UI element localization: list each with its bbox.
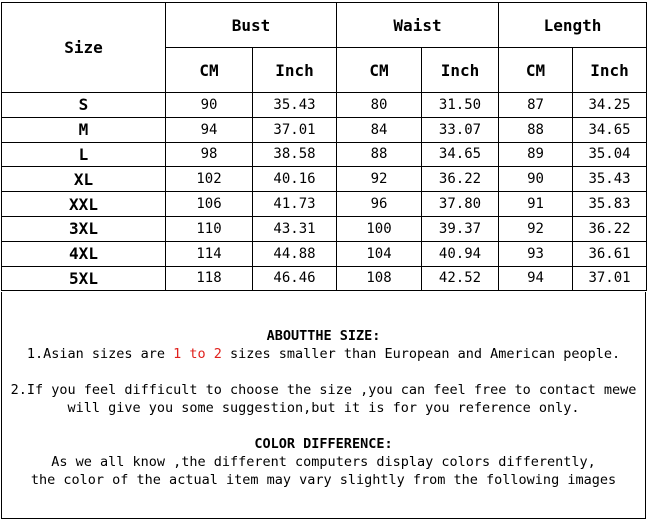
- table-cell: 110: [166, 216, 253, 241]
- table-cell: 84: [337, 117, 422, 142]
- about-size-title: ABOUTTHE SIZE:: [266, 328, 381, 344]
- table-cell: 31.50: [422, 93, 499, 118]
- table-cell: 100: [337, 216, 422, 241]
- table-cell: 88: [337, 142, 422, 167]
- size-label: M: [2, 117, 166, 142]
- table-cell: 108: [337, 266, 422, 291]
- table-cell: 39.37: [422, 216, 499, 241]
- bust-header: Bust: [166, 3, 337, 48]
- table-cell: 35.04: [573, 142, 647, 167]
- table-cell: 40.94: [422, 241, 499, 266]
- table-cell: 44.88: [253, 241, 337, 266]
- table-row: [2, 167, 647, 192]
- table-cell: 87: [499, 93, 573, 118]
- table-cell: 94: [166, 117, 253, 142]
- table-cell: 38.58: [253, 142, 337, 167]
- table-cell: 34.25: [573, 93, 647, 118]
- table-cell: 91: [499, 192, 573, 217]
- table-row: [2, 216, 647, 241]
- unit-header: Inch: [573, 48, 647, 93]
- unit-header: Inch: [253, 48, 337, 93]
- table-row: [2, 142, 647, 167]
- unit-header: CM: [499, 48, 573, 93]
- table-cell: 90: [166, 93, 253, 118]
- table-cell: 88: [499, 117, 573, 142]
- size-label: S: [2, 93, 166, 118]
- table-cell: 36.22: [422, 167, 499, 192]
- table-cell: 102: [166, 167, 253, 192]
- table-row: [2, 117, 647, 142]
- size-notes-panel: [1, 292, 646, 519]
- table-cell: 46.46: [253, 266, 337, 291]
- table-cell: 34.65: [573, 117, 647, 142]
- table-cell: 34.65: [422, 142, 499, 167]
- table-cell: 90: [499, 167, 573, 192]
- table-cell: 36.22: [573, 216, 647, 241]
- table-cell: 106: [166, 192, 253, 217]
- table-cell: 35.83: [573, 192, 647, 217]
- table-cell: 40.16: [253, 167, 337, 192]
- table-row: [2, 266, 647, 291]
- table-cell: 92: [499, 216, 573, 241]
- highlight-text: 1 to 2: [173, 346, 222, 362]
- table-cell: 118: [166, 266, 253, 291]
- table-cell: 94: [499, 266, 573, 291]
- table-cell: 92: [337, 167, 422, 192]
- table-cell: 98: [166, 142, 253, 167]
- table-cell: 37.01: [573, 266, 647, 291]
- size-label: 3XL: [2, 216, 166, 241]
- waist-header: Waist: [337, 3, 499, 48]
- unit-header: CM: [166, 48, 253, 93]
- size-label: XXL: [2, 192, 166, 217]
- table-cell: 37.80: [422, 192, 499, 217]
- size-label: 4XL: [2, 241, 166, 266]
- note-line-1: 1.Asian sizes are 1 to 2 sizes smaller than European and American people.: [26, 346, 621, 362]
- table-row: [2, 192, 647, 217]
- size-label: XL: [2, 167, 166, 192]
- table-cell: 41.73: [253, 192, 337, 217]
- size-chart-table: [1, 2, 647, 291]
- table-cell: 93: [499, 241, 573, 266]
- table-cell: 114: [166, 241, 253, 266]
- table-cell: 33.07: [422, 117, 499, 142]
- color-difference-title: COLOR DIFFERENCE:: [254, 436, 393, 452]
- table-cell: 104: [337, 241, 422, 266]
- table-row: [2, 241, 647, 266]
- table-cell: 80: [337, 93, 422, 118]
- size-label: L: [2, 142, 166, 167]
- note-line-2: 2.If you feel difficult to choose the size ,you can feel free to contact mewe: [10, 382, 637, 398]
- table-cell: 89: [499, 142, 573, 167]
- table-cell: 35.43: [573, 167, 647, 192]
- length-header: Length: [499, 3, 647, 48]
- table-cell: 36.61: [573, 241, 647, 266]
- table-cell: 42.52: [422, 266, 499, 291]
- note-line-3-cont: the color of the actual item may vary slightly from the following images: [30, 472, 617, 488]
- unit-header: CM: [337, 48, 422, 93]
- table-cell: 96: [337, 192, 422, 217]
- unit-header: Inch: [422, 48, 499, 93]
- size-label: 5XL: [2, 266, 166, 291]
- note-line-3: As we all know ,the different computers display colors differently,: [51, 454, 596, 470]
- note-line-2-cont: will give you some suggestion,but it is for you reference only.: [67, 400, 580, 416]
- table-row: [2, 93, 647, 118]
- table-cell: 37.01: [253, 117, 337, 142]
- table-cell: 35.43: [253, 93, 337, 118]
- table-cell: 43.31: [253, 216, 337, 241]
- size-header: Size: [2, 3, 166, 93]
